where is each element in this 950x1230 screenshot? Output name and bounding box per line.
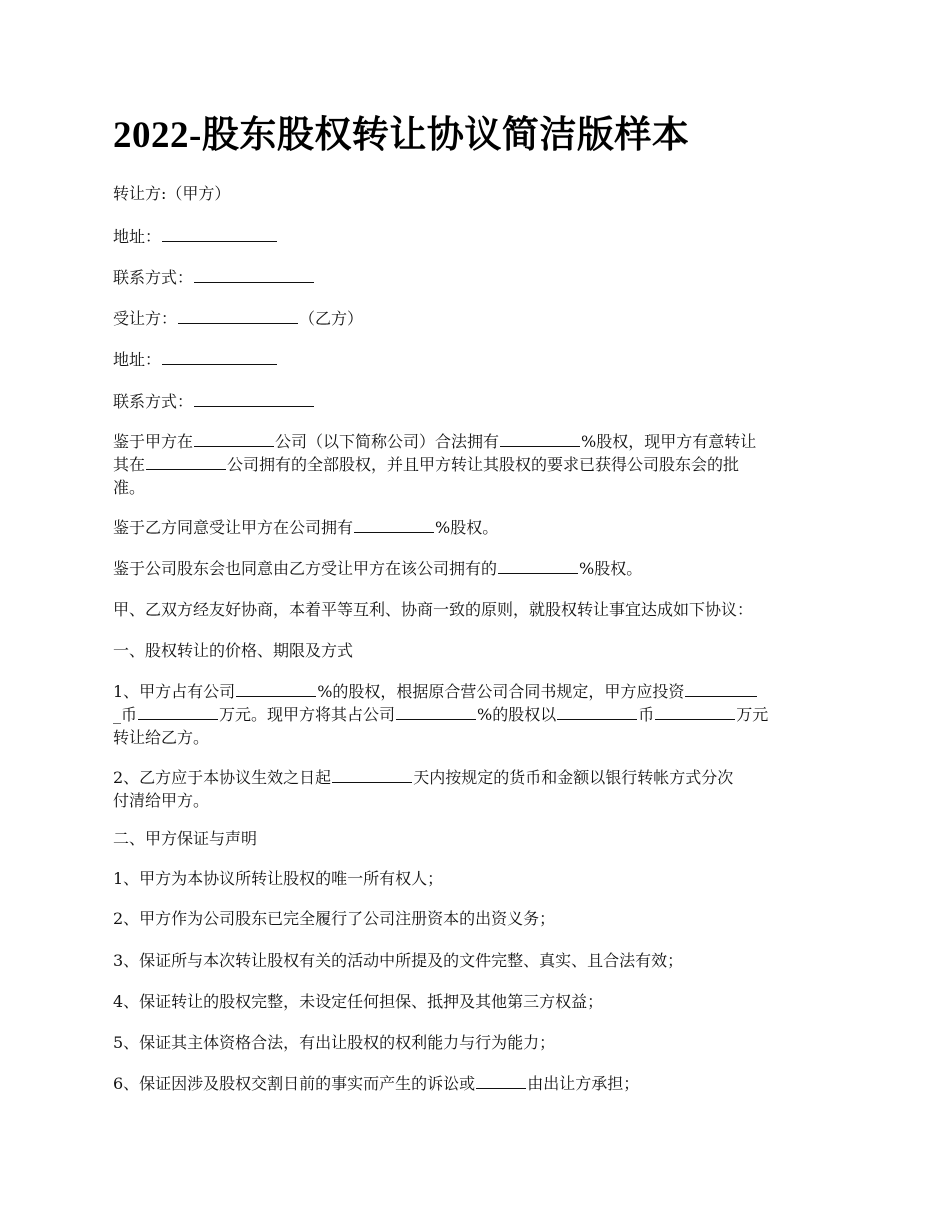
clause-1-1-text-d: 万元。现甲方将其占公司 [219, 705, 396, 724]
preamble: 甲、乙双方经友好协商，本着平等互利、协商一致的原则，就股权转让事宜达成如下协议： [113, 600, 754, 619]
transferee-label: 受让方： [113, 309, 178, 328]
litigation-blank[interactable] [476, 1072, 526, 1089]
clause-2-6 [113, 1072, 843, 1095]
clause-2-2: 2、甲方作为公司股东已完全履行了公司注册资本的出资义务； [113, 909, 556, 928]
clause-2-4: 4、保证转让的股权完整，未设定任何担保、抵押及其他第三方权益； [113, 992, 604, 1011]
clause-1-1 [113, 680, 843, 749]
days-blank[interactable] [332, 766, 412, 783]
transferor-contact-line [113, 266, 843, 289]
transferor-address-line [113, 225, 843, 248]
clause-1-1-text-c: _币 [113, 705, 138, 724]
recital-2-text-a: 鉴于乙方同意受让甲方在公司拥有 [113, 518, 354, 537]
address-label: 地址： [113, 227, 162, 246]
clause-1-1-text-a: 1、甲方占有公司 [113, 682, 236, 701]
recital-3-text-a: 鉴于公司股东会也同意由乙方受让甲方在该公司拥有的 [113, 559, 498, 578]
clause-2-6-text-b: 由出让方承担； [527, 1074, 640, 1093]
clause-1-2-text-b: 天内按规定的货币和金额以银行转帐方式分次 [413, 768, 734, 787]
clause-2-6-text-a: 6、保证因涉及股权交割日前的事实而产生的诉讼或 [113, 1074, 476, 1093]
section-2-title: 二、甲方保证与声明 [113, 829, 258, 848]
recital-1-text-e: 公司拥有的全部股权，并且甲方转让其股权的要求已获得公司股东会的批 [227, 455, 740, 474]
currency-blank[interactable] [557, 703, 637, 720]
transferee-line [113, 307, 843, 330]
percent-blank[interactable] [236, 680, 316, 697]
recital-1-text-b: 公司（以下简称公司）合法拥有 [275, 432, 500, 451]
section-1-title: 一、股权转让的价格、期限及方式 [113, 641, 354, 660]
company-blank[interactable] [194, 430, 274, 447]
recital-1-text-d: 其在 [113, 455, 146, 474]
transferor-line [113, 182, 843, 205]
clause-2-1: 1、甲方为本协议所转让股权的唯一所有权人； [113, 869, 444, 888]
clause-2-5: 5、保证其主体资格合法，有出让股权的权利能力与行为能力； [113, 1033, 556, 1052]
clause-1-2 [113, 766, 843, 812]
clause-1-1-text-f: 币 [638, 705, 655, 724]
contact-label: 联系方式： [113, 392, 194, 411]
recital-3-text-b: %股权。 [579, 559, 643, 578]
transferee-contact-line [113, 390, 843, 413]
recital-3 [113, 557, 843, 580]
document-title: 2022-股东股权转让协议简洁版样本 [113, 115, 690, 156]
party-b-suffix: （乙方） [299, 309, 364, 328]
percent-blank[interactable] [500, 430, 580, 447]
recital-1-text-c: %股权，现甲方有意转让 [581, 432, 757, 451]
percent-blank[interactable] [498, 557, 578, 574]
recital-2 [113, 516, 843, 539]
recital-1-text-f: 准。 [113, 478, 146, 497]
contact-blank[interactable] [194, 390, 314, 407]
percent-blank[interactable] [354, 516, 434, 533]
transferee-blank[interactable] [178, 307, 298, 324]
contact-label: 联系方式： [113, 268, 194, 287]
amount-blank[interactable] [138, 703, 218, 720]
company-blank[interactable] [146, 453, 226, 470]
clause-1-2-text-c: 付清给甲方。 [113, 791, 210, 810]
clause-2-3: 3、保证所与本次转让股权有关的活动中所提及的文件完整、真实、且合法有效； [113, 951, 684, 970]
recital-1-text-a: 鉴于甲方在 [113, 432, 194, 451]
address-label: 地址： [113, 350, 162, 369]
clause-1-1-text-e: %的股权以 [477, 705, 557, 724]
percent-blank[interactable] [396, 703, 476, 720]
recital-2-text-b: %股权。 [435, 518, 499, 537]
amount-blank[interactable] [655, 703, 735, 720]
clause-1-2-text-a: 2、乙方应于本协议生效之日起 [113, 768, 332, 787]
currency-blank[interactable] [685, 680, 757, 697]
address-blank[interactable] [162, 348, 277, 365]
address-blank[interactable] [162, 225, 277, 242]
contact-blank[interactable] [194, 266, 314, 283]
transferee-address-line [113, 348, 843, 371]
clause-1-1-text-h: 转让给乙方。 [113, 728, 210, 747]
recital-1 [113, 430, 843, 499]
clause-1-1-text-b: %的股权，根据原合营公司合同书规定，甲方应投资 [317, 682, 685, 701]
clause-1-1-text-g: 万元 [736, 705, 769, 724]
transferor-label: 转让方:（甲方） [113, 184, 231, 203]
